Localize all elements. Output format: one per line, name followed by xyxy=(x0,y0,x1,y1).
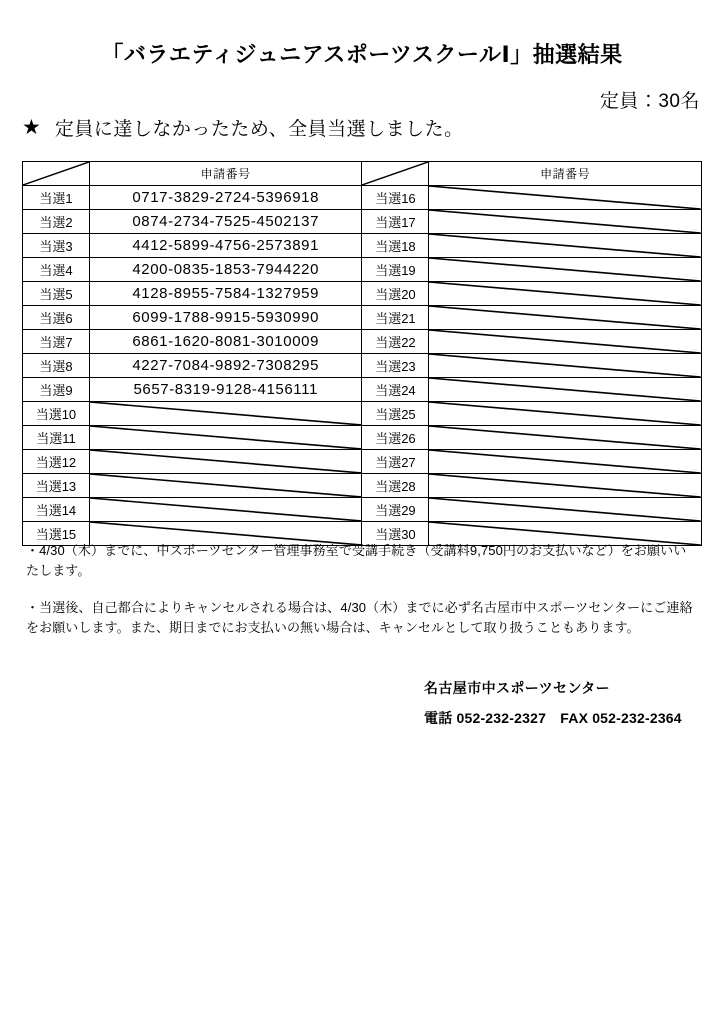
row-label: 当選9 xyxy=(23,378,90,402)
table-row xyxy=(23,234,702,258)
application-number-cell xyxy=(429,378,702,402)
diagonal-slash-icon xyxy=(23,162,89,185)
row-label: 当選2 xyxy=(23,210,90,234)
empty-cell-strike-icon xyxy=(429,282,701,305)
empty-cell-strike-icon xyxy=(429,258,701,281)
application-number-cell: 6861-1620-8081-3010009 xyxy=(89,330,362,354)
header-application-number-right: 申請番号 xyxy=(429,162,702,186)
row-label: 当選11 xyxy=(23,426,90,450)
row-label: 当選21 xyxy=(362,306,429,330)
table-row xyxy=(23,450,702,474)
empty-cell-strike-icon xyxy=(429,234,701,257)
row-label: 当選18 xyxy=(362,234,429,258)
empty-cell-strike-icon xyxy=(429,402,701,425)
application-number-cell xyxy=(429,186,702,210)
table-row xyxy=(23,378,702,402)
row-label: 当選14 xyxy=(23,498,90,522)
table-row xyxy=(23,306,702,330)
application-number-cell xyxy=(429,282,702,306)
header-corner-left xyxy=(23,162,90,186)
application-number-cell xyxy=(89,402,362,426)
capacity-label: 定員：30名 xyxy=(599,91,700,112)
empty-cell-strike-icon xyxy=(429,474,701,497)
application-number-cell: 0874-2734-7525-4502137 xyxy=(89,210,362,234)
table-row xyxy=(23,426,702,450)
empty-cell-strike-icon xyxy=(429,354,701,377)
application-number-cell: 0717-3829-2724-5396918 xyxy=(89,186,362,210)
star-icon: ★ xyxy=(22,116,41,139)
row-label: 当選24 xyxy=(362,378,429,402)
empty-cell-strike-icon xyxy=(90,402,362,425)
application-number-cell xyxy=(429,450,702,474)
row-label: 当選28 xyxy=(362,474,429,498)
application-number-cell xyxy=(89,474,362,498)
table-row xyxy=(23,474,702,498)
empty-cell-strike-icon xyxy=(90,450,362,473)
empty-cell-strike-icon xyxy=(429,498,701,521)
row-label: 当選3 xyxy=(23,234,90,258)
row-label: 当選17 xyxy=(362,210,429,234)
result-notice-text: 定員に達しなかったため、全員当選しました。 xyxy=(54,119,464,140)
application-number-cell: 4128-8955-7584-1327959 xyxy=(89,282,362,306)
application-number-cell xyxy=(429,234,702,258)
footer-phone-fax: 電話 052-232-2327 FAX 052-232-2364 xyxy=(424,710,682,726)
empty-cell-strike-icon xyxy=(429,450,701,473)
application-number-cell xyxy=(429,498,702,522)
row-label: 当選12 xyxy=(23,450,90,474)
table-row xyxy=(23,282,702,306)
note-payment: ・4/30（木）までに、中スポーツセンター管理事務室で受講手続き（受講料9,750円のお支払いなど）をお願いいたします。 xyxy=(26,543,687,579)
empty-cell-strike-icon xyxy=(90,498,362,521)
application-number-cell xyxy=(429,474,702,498)
empty-cell-strike-icon xyxy=(429,306,701,329)
table-row xyxy=(23,402,702,426)
table-row xyxy=(23,498,702,522)
application-number-cell xyxy=(89,450,362,474)
row-label: 当選22 xyxy=(362,330,429,354)
row-label: 当選6 xyxy=(23,306,90,330)
row-label: 当選15 xyxy=(23,522,90,546)
empty-cell-strike-icon xyxy=(90,474,362,497)
notes-section xyxy=(26,541,698,656)
application-number-cell xyxy=(429,426,702,450)
table-row xyxy=(23,258,702,282)
empty-cell-strike-icon xyxy=(429,426,701,449)
row-label: 当選5 xyxy=(23,282,90,306)
empty-cell-strike-icon xyxy=(429,210,701,233)
row-label: 当選4 xyxy=(23,258,90,282)
table-row xyxy=(23,330,702,354)
row-label: 当選8 xyxy=(23,354,90,378)
row-label: 当選25 xyxy=(362,402,429,426)
row-label: 当選23 xyxy=(362,354,429,378)
application-number-cell: 6099-1788-9915-5930990 xyxy=(89,306,362,330)
application-number-cell xyxy=(89,426,362,450)
table-row xyxy=(23,186,702,210)
result-notice xyxy=(22,114,464,141)
application-number-cell xyxy=(429,402,702,426)
application-number-cell xyxy=(429,306,702,330)
application-number-cell xyxy=(429,210,702,234)
header-application-number-left: 申請番号 xyxy=(89,162,362,186)
row-label: 当選13 xyxy=(23,474,90,498)
application-number-cell xyxy=(429,354,702,378)
footer-organization: 名古屋市中スポーツセンター xyxy=(424,680,611,696)
page-title: 「バラエティジュニアスポーツスクールⅠ」抽選結果 xyxy=(101,42,623,67)
application-number-cell: 4227-7084-9892-7308295 xyxy=(89,354,362,378)
application-number-cell: 4412-5899-4756-2573891 xyxy=(89,234,362,258)
row-label: 当選10 xyxy=(23,402,90,426)
row-label: 当選19 xyxy=(362,258,429,282)
row-label: 当選20 xyxy=(362,282,429,306)
header-corner-right xyxy=(362,162,429,186)
empty-cell-strike-icon xyxy=(429,186,701,209)
empty-cell-strike-icon xyxy=(429,378,701,401)
empty-cell-strike-icon xyxy=(429,330,701,353)
table-row xyxy=(23,210,702,234)
lottery-results-table xyxy=(22,161,702,546)
row-label: 当選7 xyxy=(23,330,90,354)
note-cancellation: ・当選後、自己都合によりキャンセルされる場合は、4/30（木）までに必ず名古屋市中スポーツセンターにご連絡をお願いします。また、期日までにお支払いの無い場合は、キャンセルとして取り扱うこともあります。 xyxy=(26,600,693,636)
table-body xyxy=(23,186,702,546)
row-label: 当選16 xyxy=(362,186,429,210)
application-number-cell xyxy=(429,258,702,282)
table-row xyxy=(23,354,702,378)
application-number-cell: 4200-0835-1853-7944220 xyxy=(89,258,362,282)
diagonal-slash-icon xyxy=(362,162,428,185)
row-label: 当選1 xyxy=(23,186,90,210)
footer-contact-block xyxy=(424,678,704,728)
row-label: 当選30 xyxy=(362,522,429,546)
application-number-cell xyxy=(89,498,362,522)
row-label: 当選26 xyxy=(362,426,429,450)
table-header-row xyxy=(23,162,702,186)
empty-cell-strike-icon xyxy=(90,426,362,449)
row-label: 当選27 xyxy=(362,450,429,474)
application-number-cell xyxy=(429,330,702,354)
application-number-cell: 5657-8319-9128-4156111 xyxy=(89,378,362,402)
row-label: 当選29 xyxy=(362,498,429,522)
